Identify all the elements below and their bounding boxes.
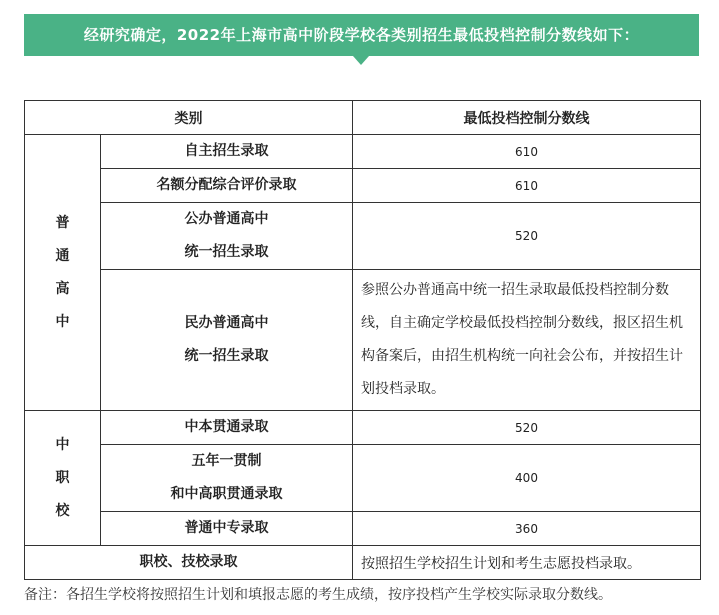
category-cell: 普通中专录取 xyxy=(101,512,353,546)
category-cell: 公办普通高中 统一招生录取 xyxy=(101,203,353,270)
table-row xyxy=(25,270,701,411)
score-cell: 520 xyxy=(353,203,701,270)
score-cell: 参照公办普通高中统一招生录取最低投档控制分数线，自主确定学校最低投档控制分数线，报区招生机构备案后，由招生机构统一向社会公布，并按招生计划投档录取。 xyxy=(353,270,701,411)
category-cell: 民办普通高中 统一招生录取 xyxy=(101,270,353,411)
table-row xyxy=(25,445,701,512)
table-row xyxy=(25,546,701,580)
score-table xyxy=(24,100,701,580)
group-label-vocational: 中 职 校 xyxy=(25,411,101,546)
table-row xyxy=(25,512,701,546)
table-row xyxy=(25,135,701,169)
table-row xyxy=(25,169,701,203)
group-label-high-school: 普 通 高 中 xyxy=(25,135,101,411)
banner xyxy=(24,14,699,56)
header-category: 类别 xyxy=(25,101,353,135)
score-cell: 520 xyxy=(353,411,701,445)
category-cell: 职校、技校录取 xyxy=(25,546,353,580)
category-cell: 名额分配综合评价录取 xyxy=(101,169,353,203)
score-cell: 360 xyxy=(353,512,701,546)
banner-arrow xyxy=(353,56,369,65)
score-cell: 610 xyxy=(353,135,701,169)
category-cell: 中本贯通录取 xyxy=(101,411,353,445)
banner-title: 经研究确定，2022年上海市高中阶段学校各类别招生最低投档控制分数线如下： xyxy=(83,26,640,44)
table-row xyxy=(25,203,701,270)
category-cell: 五年一贯制 和中高职贯通录取 xyxy=(101,445,353,512)
header-score: 最低投档控制分数线 xyxy=(353,101,701,135)
table-row xyxy=(25,411,701,445)
score-cell: 400 xyxy=(353,445,701,512)
table-header-row xyxy=(25,101,701,135)
score-cell: 按照招生学校招生计划和考生志愿投档录取。 xyxy=(353,546,701,580)
category-cell: 自主招生录取 xyxy=(101,135,353,169)
footnote: 备注：各招生学校将按照招生计划和填报志愿的考生成绩，按序投档产生学校实际录取分数线。 xyxy=(24,587,612,603)
score-cell: 610 xyxy=(353,169,701,203)
